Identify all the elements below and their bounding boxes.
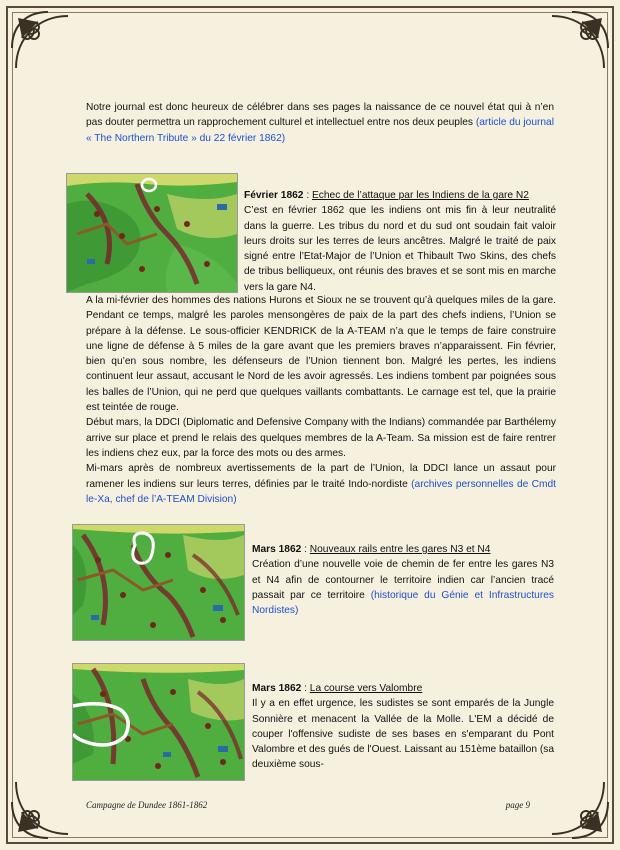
february-header bbox=[244, 188, 556, 295]
intro-text: Notre journal est donc heureux de célébrer dans ses pages la naissance de ce nouvel état qui à n’en pas douter permettra un rapprochement culturel et intellectuel entre nos deux peuples bbox=[86, 102, 554, 129]
map-mars-valombre bbox=[72, 663, 245, 781]
mars-valombre-section bbox=[252, 681, 554, 773]
mars-rails-source: (historique du Génie et Infrastructures Nordistes) bbox=[252, 589, 554, 617]
february-date: Février 1862 bbox=[244, 190, 304, 201]
february-sep: : bbox=[303, 190, 312, 201]
february-body bbox=[86, 293, 556, 507]
mars-rails-title: Nouveaux rails entre les gares N3 et N4 bbox=[309, 544, 491, 555]
mars-rails-sep: : bbox=[301, 544, 310, 555]
corner-ornament-icon bbox=[8, 8, 88, 88]
mars-valombre-sep: : bbox=[301, 683, 310, 694]
map-mars-rails bbox=[72, 524, 245, 641]
corner-ornament-icon bbox=[532, 762, 612, 842]
corner-ornament-icon bbox=[532, 8, 612, 88]
february-title: Echec de l’attaque par les Indiens de la gare N2 bbox=[311, 190, 529, 201]
mars-rails-text: Création d’une nouvelle voie de chemin de fer entre les gares N3 et N4 afin de contourner le territoire indien car l’ancien tracé passait par ce territoire bbox=[252, 559, 554, 601]
mars-rails-section bbox=[252, 542, 554, 618]
footer-campaign-title: Campagne de Dundee 1861-1862 bbox=[86, 800, 208, 810]
intro-paragraph bbox=[86, 100, 554, 146]
february-p3-text: Mi-mars après de nombreux avertissements de la part de l’Union, la DDCI lance un assaut pour ramener les indiens sur leurs terres, définies par le traité Indo-nordiste bbox=[86, 463, 556, 490]
mars-valombre-date: Mars 1862 bbox=[252, 683, 302, 694]
february-paragraph-2: Début mars, la DDCI (Diplomatic and Defensive Company with the Indians) commandée par Barthélemy arrive sur place et prend le relais des quelques membres de la A-Team. Sa mission est de faire rentrer les indiens chez eux, par la force des mots ou des armes. bbox=[86, 417, 556, 459]
february-paragraph-1: A la mi-février des hommes des nations Hurons et Sioux ne se trouvent qu’à quelques miles de la gare. Pendant ce temps, malgré les paroles mensongères de paix de la part des chefs indiens, l’Union se prépare à la défense. Le sous-officier KENDRICK de la A-TEAM n’a que le temps de faire construire une ligne de défense à 5 miles de la gare avant que les premiers braves n’apparaissent. Fin février, bien qu’en sous nombre, les défenseurs de l’Union tiennent bon. Malgré les pertes, les indiens continuent leur assaut, accusant le Nord de les avoir agressés. Les indiens tombent par poignées sous les balles de l’Union, qui ne perd que quelques vaillants combattants. Le carnage est tel, que la prairie est teintée de rouge. bbox=[86, 295, 556, 414]
mars-rails-date: Mars 1862 bbox=[252, 544, 302, 555]
february-source: (archives personnelles de Cmdt le-Xa, chef de l’A-TEAM Division) bbox=[86, 478, 556, 505]
mars-valombre-text: Il y a en effet urgence, les sudistes se sont emparés de la Jungle Sonnière et menacent la Vallée de la Molle. L'EM a décidé de couper l'offensive sudiste de ses bases en s'emparant du Pont Valombre et des gués de l'Ouest. Laissant au 151ème bataillon (sa deuxième sous- bbox=[252, 698, 554, 771]
map-february bbox=[66, 173, 238, 293]
mars-valombre-title: La course vers Valombre bbox=[309, 683, 423, 694]
february-paragraph-3 bbox=[86, 461, 556, 507]
footer-page-number: page 9 bbox=[505, 800, 530, 810]
february-head-text: C’est en février 1862 que les indiens ont mis fin à leur neutralité dans la guerre. Les tribus du nord et du sud ont soudain fait valoir leurs droits sur les terres de leurs ancêtres. Malgré le traité de paix signé entre l’Etat-Major de l’Union et Thibault Two Skins, des chefs de tribus belliqueux, ont réunis des braves et se sont mis en marche vers la gare N4. bbox=[244, 205, 556, 293]
intro-source: (article du journal « The Northern Tribute » du 22 février 1862) bbox=[86, 117, 554, 144]
